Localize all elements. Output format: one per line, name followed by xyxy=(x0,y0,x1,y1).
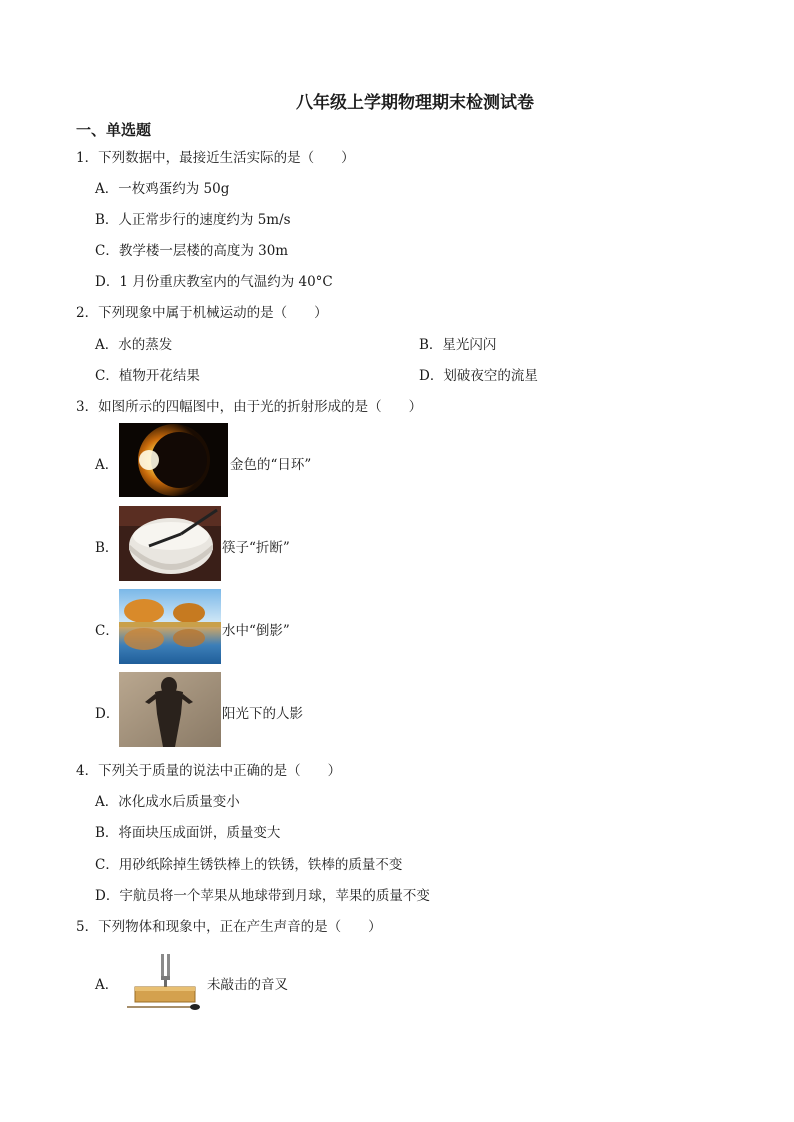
question-2-option-c: C．植物开花结果 xyxy=(95,368,200,384)
question-3-option-b-caption: 筷子“折断” xyxy=(222,540,290,556)
question-5-option-a-letter: A． xyxy=(95,977,119,993)
question-2-option-d: D．划破夜空的流星 xyxy=(419,368,538,384)
tuning-fork-image xyxy=(125,950,205,1012)
question-3-stem: 3．如图所示的四幅图中，由于光的折射形成的是（ ） xyxy=(76,399,423,415)
question-4-stem: 4．下列关于质量的说法中正确的是（ ） xyxy=(76,763,342,779)
shadow-image xyxy=(119,672,221,747)
question-1-stem: 1．下列数据中，最接近生活实际的是（ ） xyxy=(76,150,355,166)
question-5-stem: 5．下列物体和现象中，正在产生声音的是（ ） xyxy=(76,919,382,935)
page-title: 八年级上学期物理期末检测试卷 xyxy=(296,93,534,113)
water-reflection-image xyxy=(119,589,221,664)
solar-eclipse-image xyxy=(119,423,228,497)
question-1-option-b: B．人正常步行的速度约为 5m/s xyxy=(95,212,291,228)
question-3-option-d-caption: 阳光下的人影 xyxy=(222,706,303,722)
chopsticks-bowl-image xyxy=(119,506,221,581)
section-heading: 一、单选题 xyxy=(76,121,152,139)
question-5-option-a-caption: 未敲击的音叉 xyxy=(207,977,288,993)
question-2-option-b: B．星光闪闪 xyxy=(419,337,497,353)
question-1-option-c: C．教学楼一层楼的高度为 30m xyxy=(95,243,289,259)
question-4-option-a: A．冰化成水后质量变小 xyxy=(95,794,240,810)
question-3-option-a-letter: A． xyxy=(95,457,119,473)
question-3-option-c-letter: C． xyxy=(95,623,119,639)
question-2-option-a: A．水的蒸发 xyxy=(95,337,173,353)
question-2-stem: 2．下列现象中属于机械运动的是（ ） xyxy=(76,305,328,321)
question-1-option-d: D．1 月份重庆教室内的气温约为 40°C xyxy=(95,274,333,290)
question-4-option-d: D．宇航员将一个苹果从地球带到月球，苹果的质量不变 xyxy=(95,888,430,904)
question-4-option-b: B．将面块压成面饼，质量变大 xyxy=(95,825,281,841)
question-3-option-c-caption: 水中“倒影” xyxy=(222,623,290,639)
question-3-option-b-letter: B． xyxy=(95,540,119,556)
question-3-option-d-letter: D． xyxy=(95,706,120,722)
question-1-option-a: A．一枚鸡蛋约为 50g xyxy=(95,181,230,197)
question-3-option-a-caption: 金色的“日环” xyxy=(230,457,312,473)
question-4-option-c: C．用砂纸除掉生锈铁棒上的铁锈，铁棒的质量不变 xyxy=(95,857,403,873)
